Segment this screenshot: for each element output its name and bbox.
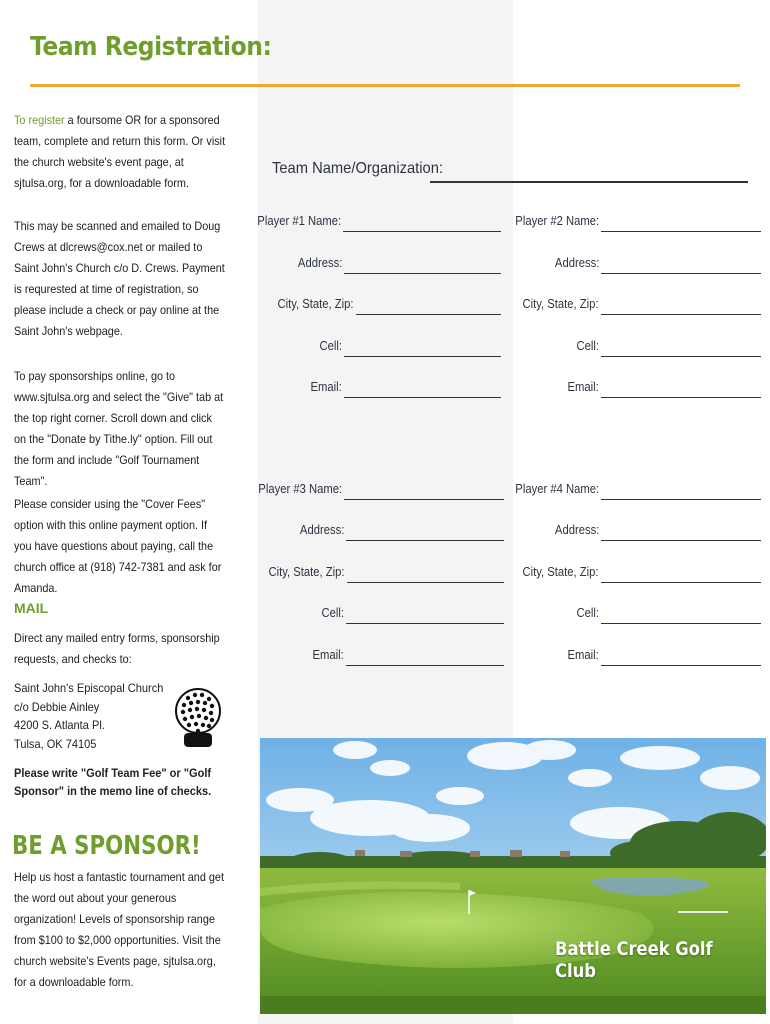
input-line[interactable] [343, 231, 501, 232]
caption-accent-bar [678, 911, 728, 913]
scan-paragraph: This may be scanned and emailed to Doug Crews at dlcrews@cox.net or mailed to Saint John's Church c/o D. Crews. Payment is requrested at time of registration, so please include a check or pay online at the Saint John's webpage. [14, 219, 225, 338]
input-line[interactable] [601, 582, 761, 583]
player-3-email-field[interactable] [312, 648, 504, 668]
player-1-city-field[interactable] [277, 297, 501, 317]
field-label: Address: [297, 256, 342, 270]
mailing-address [14, 679, 163, 753]
player-2-name-field[interactable] [515, 214, 761, 234]
input-line[interactable] [346, 623, 504, 624]
title-divider [30, 84, 740, 87]
input-line[interactable] [601, 540, 761, 541]
intro-text: a foursome OR for a sponsored team, complete and return this form. Or visit the church website's event page, at sjtulsa.org, for a downloadable form. [14, 113, 226, 190]
field-label: Email: [312, 648, 344, 662]
field-label: Address: [299, 523, 344, 537]
player-2-address-field[interactable] [554, 256, 761, 276]
mail-heading: MAIL [14, 600, 49, 616]
register-link[interactable]: To register [14, 113, 65, 127]
input-line[interactable] [601, 665, 761, 666]
input-line[interactable] [344, 397, 501, 398]
player-4-cell-field[interactable] [576, 606, 761, 626]
field-label: Cell: [576, 606, 599, 620]
field-label: Cell: [319, 339, 342, 353]
player-3-address-field[interactable] [299, 523, 504, 543]
field-label: Player #3 Name: [258, 482, 342, 496]
input-line[interactable] [344, 499, 504, 500]
address-line: Saint John's Episcopal Church [14, 681, 164, 695]
sponsor-heading: BE A SPONSOR! [12, 831, 201, 861]
team-name-field[interactable] [272, 160, 750, 184]
input-line[interactable] [347, 582, 504, 583]
input-line[interactable] [356, 314, 501, 315]
player-3-cell-field[interactable] [321, 606, 504, 626]
field-label: Email: [567, 648, 599, 662]
field-label: Cell: [321, 606, 344, 620]
field-label: Player #1 Name: [257, 214, 341, 228]
golf-ball-icon [174, 680, 224, 752]
online-payment-paragraph: To pay sponsorships online, go to www.sjtulsa.org and select the "Give" tab at the top right corner. Scroll down and click on the "Donate by Tithe.ly" option. Fill out the form and include "Golf Tournament Team". [14, 369, 224, 488]
player-3-city-field[interactable] [268, 565, 504, 585]
field-label: Email: [310, 380, 342, 394]
cover-fees-paragraph: Please consider using the "Cover Fees" option with this online payment option. If you have questions about paying, call the church office at (918) 742-7381 and ask for Amanda. [14, 497, 222, 595]
player-1-cell-field[interactable] [319, 339, 501, 359]
input-line[interactable] [344, 273, 501, 274]
player-4-city-field[interactable] [522, 565, 761, 585]
player-2-cell-field[interactable] [576, 339, 761, 359]
address-line: 4200 S. Atlanta Pl. [14, 718, 105, 732]
sponsor-text: Help us host a fantastic tournament and get the word out about your generous organization! Levels of sponsorship range from $100 to $2,000 opportunities. Visit the church website's Events page, sjtulsa.org, for a downloadable form. [14, 870, 224, 989]
input-line[interactable] [601, 356, 761, 357]
player-3-name-field[interactable] [258, 482, 504, 502]
field-label: City, State, Zip: [522, 297, 599, 311]
photo-caption: Battle Creek Golf Club [555, 938, 713, 982]
field-label: City, State, Zip: [522, 565, 599, 579]
input-line[interactable] [601, 623, 761, 624]
player-1-address-field[interactable] [297, 256, 501, 276]
player-4-name-field[interactable] [515, 482, 761, 502]
field-label: City, State, Zip: [277, 297, 354, 311]
address-line: Tulsa, OK 74105 [14, 736, 97, 751]
player-4-address-field[interactable] [554, 523, 761, 543]
page-title: Team Registration: [30, 32, 272, 62]
player-2-email-field[interactable] [567, 380, 761, 400]
mail-text: Direct any mailed entry forms, sponsorship requests, and checks to: [14, 631, 220, 666]
field-label: Cell: [576, 339, 599, 353]
input-line[interactable] [346, 540, 504, 541]
field-label: City, State, Zip: [268, 565, 345, 579]
address-line: c/o Debbie Ainley [14, 699, 100, 714]
field-label: Player #4 Name: [515, 482, 599, 496]
team-name-label: Team Name/Organization: [272, 160, 443, 177]
team-name-input[interactable] [430, 181, 748, 183]
input-line[interactable] [601, 397, 761, 398]
field-label: Email: [567, 380, 599, 394]
field-label: Address: [554, 523, 599, 537]
field-label: Address: [554, 256, 599, 270]
player-4-email-field[interactable] [567, 648, 761, 668]
input-line[interactable] [601, 231, 761, 232]
player-2-city-field[interactable] [522, 297, 761, 317]
input-line[interactable] [346, 665, 504, 666]
input-line[interactable] [344, 356, 501, 357]
input-line[interactable] [601, 273, 761, 274]
player-1-email-field[interactable] [310, 380, 501, 400]
input-line[interactable] [601, 499, 761, 500]
player-1-name-field[interactable] [257, 214, 501, 234]
input-line[interactable] [601, 314, 761, 315]
intro-paragraph [14, 110, 226, 194]
memo-instruction: Please write "Golf Team Fee" or "Golf Sponsor" in the memo line of checks. [14, 766, 212, 798]
field-label: Player #2 Name: [515, 214, 599, 228]
